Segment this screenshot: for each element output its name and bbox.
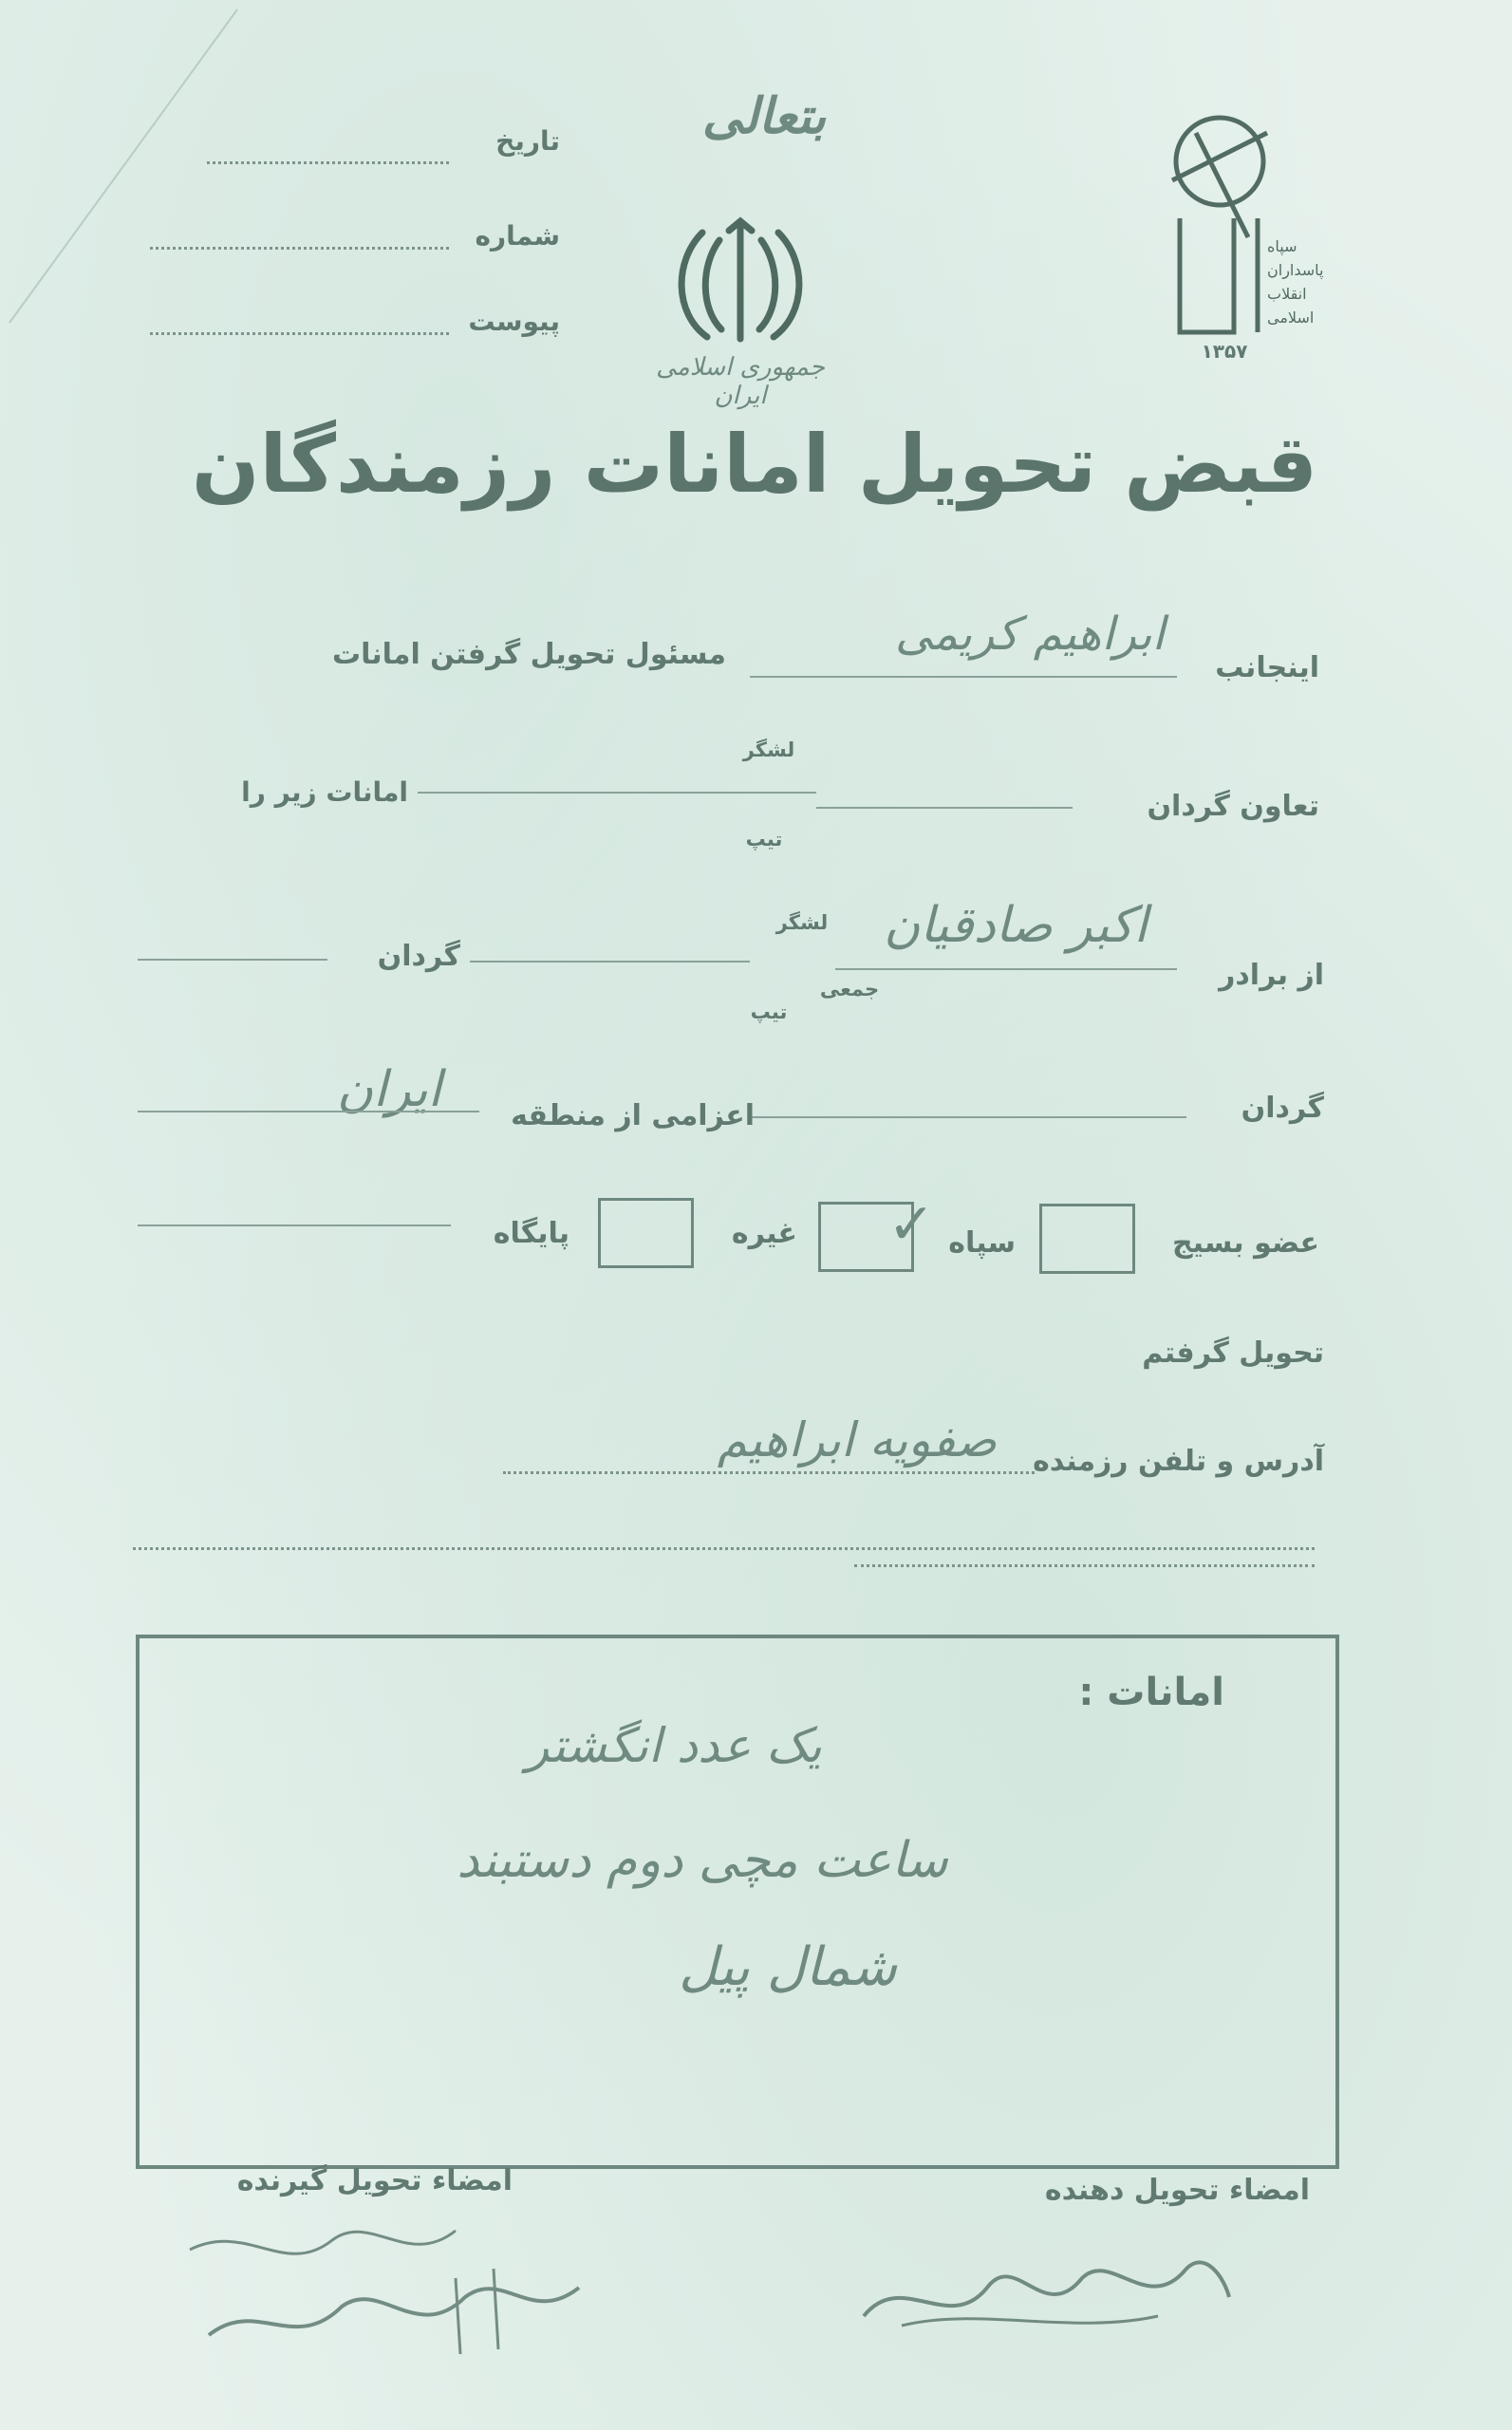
receiver-signature-label: امضاء تحویل گیرنده	[236, 2164, 513, 2197]
scan-streak	[0, 0, 247, 342]
row2-label: تعاون گردان	[1147, 790, 1319, 823]
row7-label: آدرس و تلفن رزمنده	[1033, 1445, 1324, 1478]
amanat-label: امانات :	[1078, 1671, 1224, 1714]
row1-suffix: مسئول تحویل گرفتن امانات	[331, 638, 726, 671]
attachment-label: پیوست	[468, 306, 560, 337]
svg-text:اسلامی: اسلامی	[1267, 308, 1315, 327]
row4-middle: اعزامی از منطقه	[511, 1099, 755, 1132]
giver-signature-label: امضاء تحویل دهنده	[1044, 2174, 1310, 2207]
page-title: قبض تحویل امانات رزمندگان	[191, 418, 1318, 511]
row2-line-right	[816, 807, 1073, 809]
other-label: غیره	[731, 1217, 797, 1250]
iran-emblem-icon	[664, 214, 816, 356]
row7-line-3	[854, 1564, 1315, 1567]
row6-label: تحویل گرفتم	[1142, 1336, 1324, 1370]
row5-line-left	[138, 1224, 451, 1226]
giver-signature	[845, 2212, 1243, 2345]
amanat-item-3: شمال پیل	[679, 1936, 897, 1998]
amanat-box	[136, 1635, 1339, 2169]
receiver-signature	[171, 2193, 607, 2383]
row3-member-label: جمعی	[819, 978, 880, 1000]
row3-division-label: لشگر	[775, 911, 829, 934]
other-checkbox[interactable]	[598, 1198, 694, 1268]
seal-year: ۱۳۵۷	[1201, 340, 1248, 363]
row3-line-right	[835, 968, 1177, 970]
row7-line-1	[503, 1471, 1035, 1474]
row3-line-middle	[470, 961, 750, 963]
row4-label: گردان	[1241, 1092, 1324, 1125]
row5-label: عضو بسیج	[1172, 1226, 1319, 1260]
row2-suffix: امانات زیر را	[241, 776, 408, 808]
svg-text:سپاه: سپاه	[1267, 237, 1297, 255]
row7-handwritten-address: صفویه ابراهیم	[717, 1412, 997, 1467]
svg-text:پاسداران: پاسداران	[1267, 261, 1324, 279]
row2-brigade-label: تیپ	[745, 828, 783, 850]
number-label: شماره	[475, 220, 560, 252]
row3-handwritten-name: اکبر صادقیان	[884, 897, 1148, 954]
sepah-label: سپاه	[948, 1226, 1016, 1260]
bismillah-text: بتعالی	[701, 87, 827, 145]
row4-line-left	[138, 1111, 479, 1112]
amanat-item-2: ساعت مچی دوم دستبند	[457, 1832, 948, 1889]
row1-prefix: اینجانب	[1215, 651, 1319, 684]
row3-suffix: گردان	[377, 940, 460, 973]
row1-line	[750, 676, 1177, 678]
row4-handwritten-region: ایران	[336, 1061, 442, 1118]
svg-text:انقلاب: انقلاب	[1267, 285, 1307, 303]
row2-line-left	[418, 792, 816, 794]
basij-checkbox[interactable]	[1039, 1204, 1135, 1274]
row4-line-right	[750, 1116, 1186, 1118]
amanat-item-1: یک عدد انگشتر	[526, 1718, 822, 1773]
base-label: پایگاه	[493, 1217, 569, 1250]
row1-handwritten-name: ابراهیم کریمی	[895, 608, 1165, 661]
sepah-check-mark: ✓	[887, 1191, 936, 1258]
date-label: تاریخ	[495, 125, 560, 157]
row3-label: از برادر	[1219, 959, 1324, 992]
irgc-seal-icon	[1153, 95, 1324, 370]
row7-line-2	[133, 1547, 1315, 1550]
emblem-caption: جمهوری اسلامی ایران	[656, 353, 825, 410]
row2-division-label: لشگر	[742, 738, 795, 761]
row3-brigade-label: تیپ	[750, 1000, 788, 1023]
row3-line-left	[138, 959, 327, 961]
